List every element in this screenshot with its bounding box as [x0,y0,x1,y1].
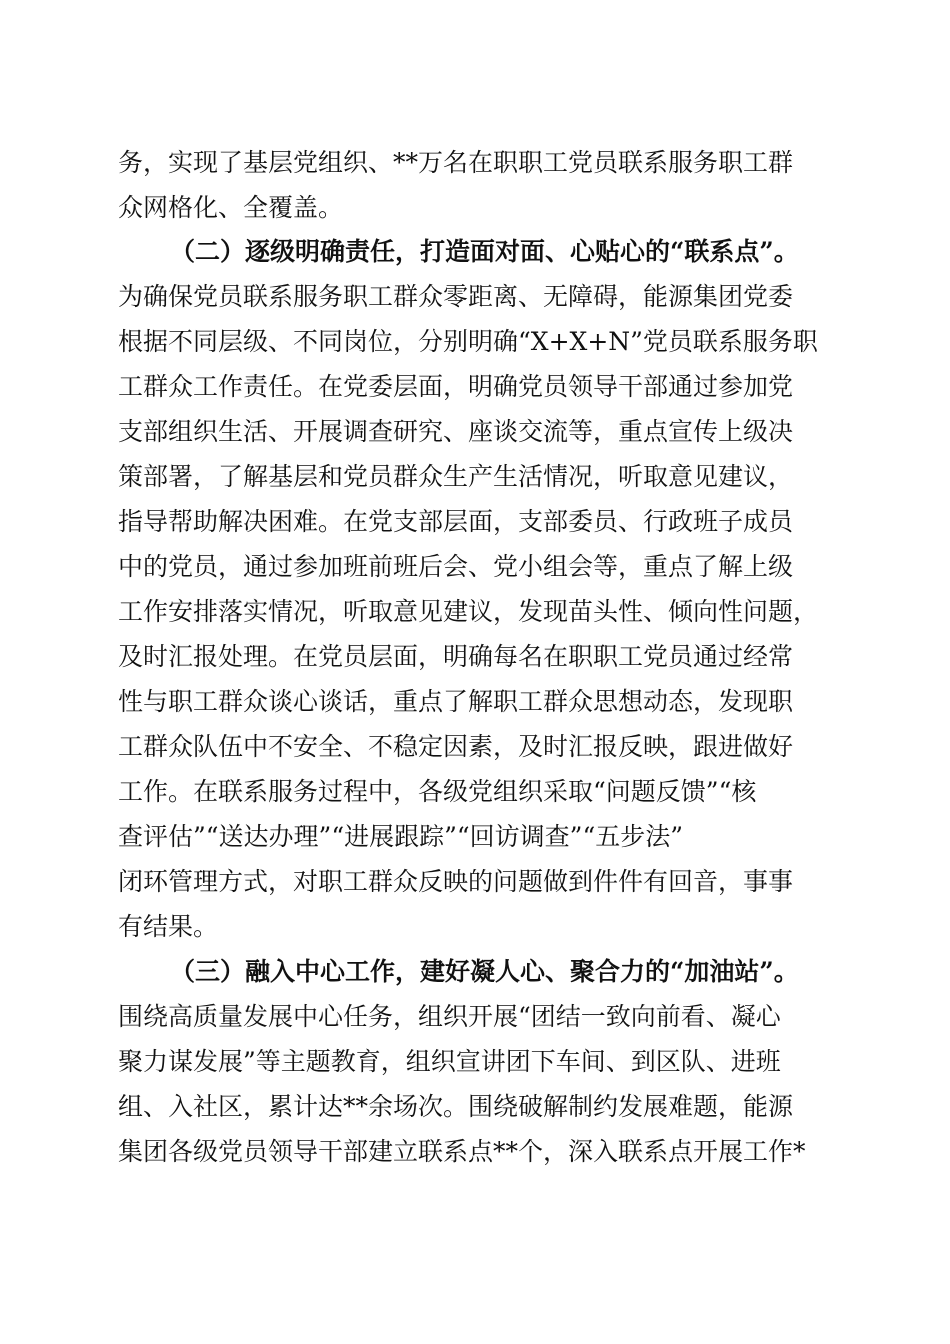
body-text-line: 工群众队伍中不安全、不稳定因素，及时汇报反映，跟进做好 [118,732,794,761]
body-text-line: 围绕高质量发展中心任务，组织开展“团结一致向前看、凝心 [118,1002,781,1031]
body-text-line: 聚力谋发展”等主题教育，组织宣讲团下车间、到区队、进班 [118,1047,781,1076]
body-text-line: 务，实现了基层党组织、**万名在职职工党员联系服务职工群 [118,148,794,177]
body-text-line: 闭环管理方式，对职工群众反映的问题做到件件有回音，事事 [118,867,794,896]
body-text-line: 及时汇报处理。在党员层面，明确每名在职职工党员通过经常 [118,642,794,671]
body-text-line: 指导帮助解决困难。在党支部层面，支部委员、行政班子成员 [118,507,794,536]
body-text-line: 组、入社区，累计达**余场次。围绕破解制约发展难题，能源 [118,1092,794,1121]
body-text-line: 支部组织生活、开展调查研究、座谈交流等，重点宣传上级决 [118,417,794,446]
body-text-line: 根据不同层级、不同岗位，分别明确“X+X+N”党员联系服务职 [118,327,818,356]
body-text-line: 工作。在联系服务过程中，各级党组织采取“问题反馈”“核 [118,777,757,806]
section-heading-2: （二）逐级明确责任，打造面对面、心贴心的“联系点”。 [170,237,799,266]
body-text-line: 中的党员，通过参加班前班后会、党小组会等，重点了解上级 [118,552,794,581]
body-text-line: 策部署，了解基层和党员群众生产生活情况，听取意见建议， [118,462,794,491]
section-heading-3: （三）融入中心工作，建好凝人心、聚合力的“加油站”。 [170,957,799,986]
body-text-line: 工作安排落实情况，听取意见建议，发现苗头性、倾向性问题， [118,597,819,626]
body-text-line: 为确保党员联系服务职工群众零距离、无障碍，能源集团党委 [118,282,794,311]
body-text-line: 有结果。 [118,912,219,941]
body-text-line: 集团各级党员领导干部建立联系点**个，深入联系点开展工作* [118,1137,806,1166]
body-text-line: 工群众工作责任。在党委层面，明确党员领导干部通过参加党 [118,372,794,401]
body-text-line: 性与职工群众谈心谈话，重点了解职工群众思想动态，发现职 [118,687,794,716]
body-text-line: 众网格化、全覆盖。 [118,193,344,222]
body-text-line: 查评估”“送达办理”“进展跟踪”“回访调查”“五步法” [118,822,684,851]
